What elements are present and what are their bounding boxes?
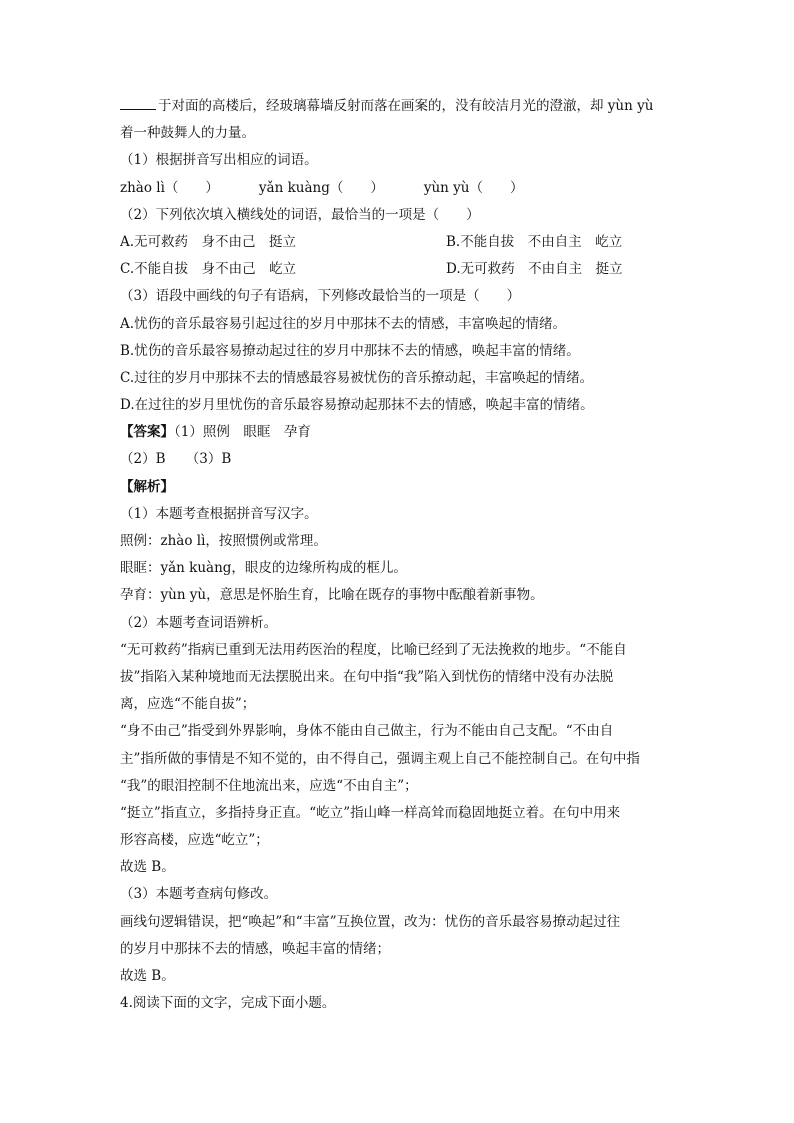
q2-options-row-2 — [120, 256, 680, 283]
q3-option-a: A.忧伤的音乐最容易引起过往的岁月中那抹不去的情感，丰富唤起的情绪。 — [120, 315, 567, 332]
pinyin-item: zhào lì（ ） — [120, 179, 219, 196]
answer-line-1 — [120, 419, 680, 446]
answer-line-2: （2）B （3）B — [120, 451, 232, 468]
q2-prompt: （2）下列依次填入横线处的词语，最恰当的一项是（ ） — [120, 206, 480, 223]
answer-label: 【答案】 — [120, 424, 174, 441]
analysis-line: （1）本题考查根据拼音写汉字。 — [120, 505, 318, 522]
analysis-line: 主”指所做的事情是不知不觉的，由不得自己，强调主观上自己不能控制自己。在句中指 — [120, 750, 640, 767]
analysis-line: （3）本题考查病句修改。 — [120, 886, 278, 903]
next-question-heading: 4.阅读下面的文字，完成下面小题。 — [120, 995, 336, 1012]
q1-pinyin-row — [120, 175, 680, 202]
passage-line-1: 于对面的高楼后，经玻璃幕墙反射而落在画案的，没有皎洁月光的澄澈，却 yùn yù — [120, 93, 680, 120]
q2-option-a: A.无可救药 身不由己 挺立 — [120, 233, 297, 250]
analysis-line: 拔”指陷入某种境地而无法摆脱出来。在句中指“我”陷入到忧伤的情绪中没有办法脱 — [120, 668, 614, 685]
analysis-line: “无可救药”指病已重到无法用药医治的程度，比喻已经到了无法挽救的地步。“不能自 — [120, 641, 627, 658]
analysis-line: 孕育：yùn yù，意思是怀胎生育，比喻在既存的事物中酝酿着新事物。 — [120, 587, 544, 604]
analysis-line: 形容高楼，应选“屹立”； — [120, 832, 269, 849]
q2-option-c: C.不能自拔 身不由己 屹立 — [120, 261, 297, 278]
analysis-line: “挺立”指直立，多指持身正直。“屹立”指山峰一样高耸而稳固地挺立着。在句中用来 — [120, 804, 621, 821]
analysis-line: 故选 B。 — [120, 968, 175, 984]
analysis-line: 离，应选“不能自拔”； — [120, 696, 256, 713]
document-page — [120, 93, 680, 1017]
fill-blank — [120, 97, 156, 110]
q3-option-d: D.在过往的岁月里忧伤的音乐最容易撩动起那抹不去的情感，唤起丰富的情绪。 — [120, 397, 594, 414]
answer-text-1: （1）照例 眼眶 孕育 — [174, 424, 311, 441]
analysis-line: 的岁月中那抹不去的情感，唤起丰富的情绪； — [120, 940, 390, 957]
pinyin-item: yùn yù（ ） — [423, 179, 524, 196]
analysis-line: “我”的眼泪控制不住地流出来，应选“不由自主”； — [120, 777, 418, 794]
q3-prompt: （3）语段中画线的句子有语病，下列修改最恰当的一项是（ ） — [120, 288, 521, 305]
analysis-line: （2）本题考查词语辨析。 — [120, 614, 278, 631]
q2-option-b: B.不能自拔 不由自主 屹立 — [446, 233, 623, 250]
analysis-line: 照例：zhào lì，按照惯例或常理。 — [120, 533, 327, 549]
passage-line-2: 着一种鼓舞人的力量。 — [120, 125, 255, 142]
analysis-line: 眼眶：yǎn kuàng，眼皮的边缘所构成的框儿。 — [120, 560, 407, 577]
analysis-line: 故选 B。 — [120, 859, 175, 876]
analysis-label: 【解析】 — [120, 478, 174, 495]
q1-prompt: （1）根据拼音写出相应的词语。 — [120, 152, 318, 169]
analysis-line: “身不由己”指受到外界影响，身体不能由自己做主，行为不能由自己支配。“不由自 — [120, 723, 614, 740]
analysis-line: 画线句逻辑错误，把“唤起”和“丰富”互换位置，改为：忧伤的音乐最容易撩动起过往 — [120, 913, 621, 930]
q2-options-row-1 — [120, 229, 680, 256]
pinyin-item: yǎn kuàng（ ） — [258, 179, 384, 196]
q3-option-c: C.过往的岁月中那抹不去的情感最容易被忧伤的音乐撩动起，丰富唤起的情绪。 — [120, 369, 594, 386]
q3-option-b: B.忧伤的音乐最容易撩动起过往的岁月中那抹不去的情感，唤起丰富的情绪。 — [120, 342, 580, 359]
q2-option-d: D.无可救药 不由自主 挺立 — [446, 261, 623, 278]
